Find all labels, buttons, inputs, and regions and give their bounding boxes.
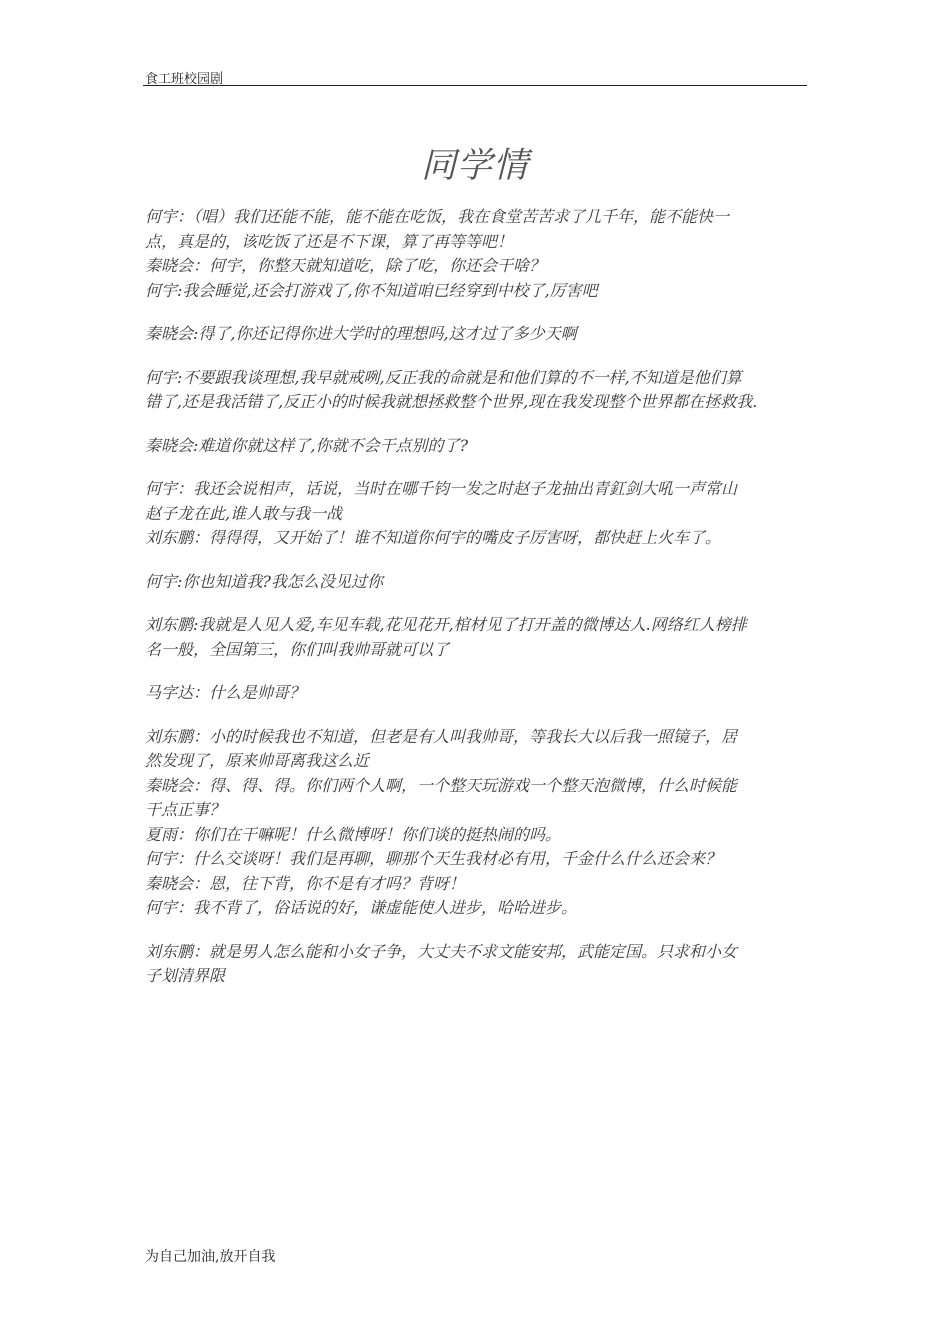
page-footer-text: 为自己加油,放开自我	[145, 1249, 276, 1265]
dialogue-line: 赵子龙在此,谁人敢与我一战	[145, 503, 343, 523]
dialogue-paragraph	[145, 434, 810, 459]
dialogue-line: 何宇:我会睡觉,还会打游戏了,你不知道咱已经穿到中校了,厉害吧	[145, 280, 598, 300]
dialogue-paragraph	[145, 570, 810, 595]
dialogue-line: 刘东鹏:我就是人见人爱,车见车载,花见花开,棺材见了打开盖的微博达人.网络红人榜排	[145, 615, 747, 634]
header-divider	[143, 85, 807, 86]
dialogue-line: 何宇：（唱）我们还能不能，能不能在吃饭，我在食堂苦苦求了几千年，能不能快一	[145, 207, 730, 226]
dialogue-paragraph	[145, 681, 810, 706]
dialogue-line: 何宇：我不背了，俗话说的好，谦虚能使人进步，哈哈进步。	[145, 898, 578, 917]
dialogue-line: 子划清界限	[145, 966, 226, 985]
dialogue-line: 秦晓会:得了,你还记得你进大学时的理想吗,这才过了多少天啊	[145, 324, 577, 343]
dialogue-line: 错了,还是我活错了,反正小的时候我就想拯救整个世界,现在我发现整个世界都在拯救我.	[145, 392, 758, 411]
dialogue-line: 刘东鹏：得得得，又开始了！谁不知道你何宇的嘴皮子厉害呀，都快赶上火车了。	[145, 528, 722, 547]
dialogue-line: 秦晓会：得、得、得。你们两个人啊，一个整天玩游戏一个整天泡微博，什么时候能	[145, 775, 738, 795]
dialogue-line: 点，真是的，该吃饭了还是不下课，算了再等等吧！	[145, 231, 514, 251]
dialogue-paragraph	[145, 366, 810, 415]
dialogue-line: 秦晓会:难道你就这样了,你就不会干点别的了?	[145, 435, 469, 455]
dialogue-paragraph	[145, 613, 810, 662]
dialogue-line: 夏雨：你们在干嘛呢！什么微博呀！你们谈的挺热闹的吗。	[145, 824, 562, 844]
dialogue-line: 秦晓会：恩，往下背，你不是有才吗？背呀！	[145, 873, 466, 893]
dialogue-paragraph	[145, 477, 810, 551]
dialogue-line: 干点正事？	[145, 800, 226, 819]
script-body	[145, 205, 810, 1008]
dialogue-line: 何宇：我还会说相声，话说，当时在哪千钧一发之时赵子龙抽出青釭剑大吼一声常山	[145, 479, 738, 498]
dialogue-line: 马字达：什么是帅哥？	[145, 683, 306, 702]
dialogue-line: 刘东鹏：就是男人怎么能和小女子争，大丈夫不求文能安邦，武能定国。只求和小女	[145, 941, 738, 961]
document-title: 同学情	[420, 146, 529, 186]
dialogue-line: 何宇：什么交谈呀！我们是再聊，聊那个天生我材必有用，千金什么什么还会来？	[145, 849, 722, 868]
dialogue-paragraph	[145, 725, 810, 921]
dialogue-line: 然发现了，原来帅哥离我这么近	[145, 751, 370, 770]
dialogue-paragraph	[145, 940, 810, 989]
dialogue-line: 刘东鹏：小的时候我也不知道，但老是有人叫我帅哥，等我长大以后我一照镜子，居	[145, 726, 738, 746]
dialogue-paragraph	[145, 322, 810, 347]
dialogue-line: 名一般，全国第三，你们叫我帅哥就可以了	[145, 639, 450, 659]
dialogue-paragraph	[145, 205, 810, 303]
dialogue-line: 何宇:你也知道我?我怎么没见过你	[145, 571, 383, 591]
dialogue-line: 秦晓会：何宇，你整天就知道吃，除了吃，你还会干啥？	[145, 256, 546, 275]
dialogue-line: 何宇:不要跟我谈理想,我早就戒咧,反正我的命就是和他们算的不一样,不知道是他们算	[145, 367, 742, 387]
page-header-text: 食工班校园剧	[145, 72, 224, 87]
